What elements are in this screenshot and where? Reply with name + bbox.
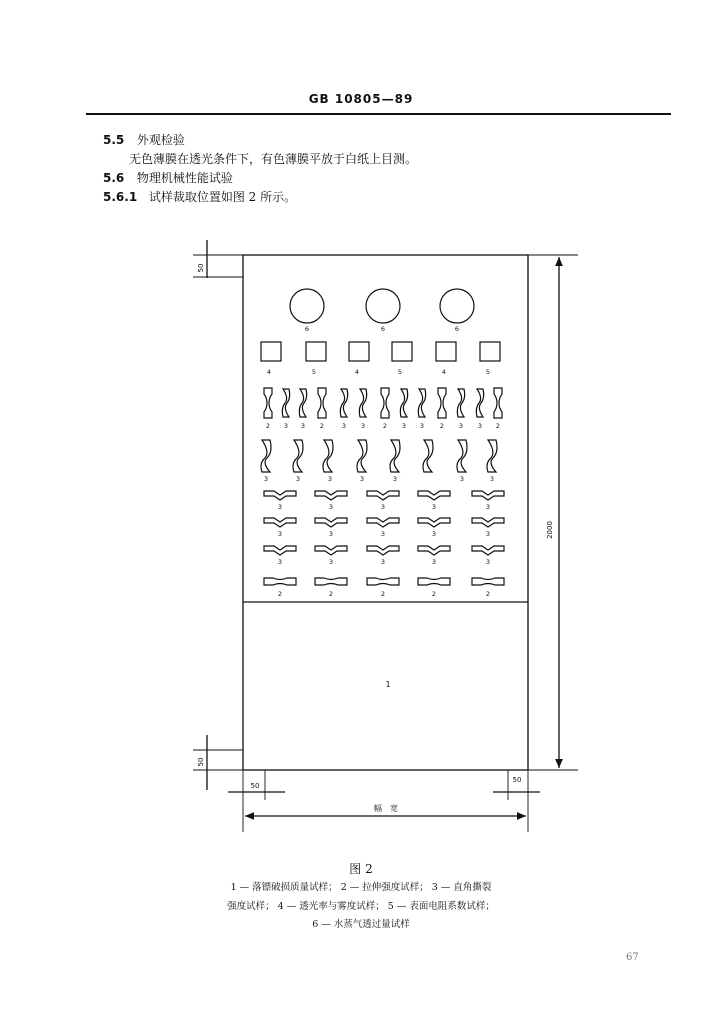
dumbbell-specimen bbox=[494, 388, 502, 418]
bend-tear-specimen bbox=[323, 440, 333, 472]
right-angle-tear-specimen bbox=[315, 546, 347, 555]
right-angle-tear-specimen bbox=[264, 491, 296, 500]
right-angle-tear-specimen bbox=[315, 518, 347, 527]
right-angle-tear-specimen bbox=[367, 518, 399, 527]
section-title: 外观检验 bbox=[136, 133, 185, 147]
pair-specimen-label: 3 bbox=[419, 422, 425, 430]
square-specimen-label: 5 bbox=[311, 368, 317, 376]
bend-tear-specimen bbox=[390, 440, 400, 472]
pair-specimen-label: 3 bbox=[458, 422, 464, 430]
square-specimen bbox=[306, 342, 326, 361]
right-angle-tear-specimen bbox=[264, 546, 296, 555]
section-number: 5.6 bbox=[103, 171, 125, 185]
bow-specimen-label: 3 bbox=[328, 558, 334, 566]
bow-specimen-label: 3 bbox=[277, 530, 283, 538]
bend-specimen-label: 3 bbox=[359, 475, 365, 483]
bow-specimen-label: 3 bbox=[328, 503, 334, 511]
bow-specimen-label: 3 bbox=[277, 558, 283, 566]
bottom-specimen-label: 2 bbox=[277, 590, 283, 598]
bottom-specimen-label: 2 bbox=[328, 590, 334, 598]
bend-tear-specimen bbox=[487, 440, 497, 472]
right-angle-tear-specimen bbox=[367, 491, 399, 500]
square-specimen bbox=[436, 342, 456, 361]
dumbbell-specimen bbox=[381, 388, 389, 418]
bow-specimen-label: 3 bbox=[431, 503, 437, 511]
bend-tear-specimen bbox=[261, 440, 271, 472]
bend-specimen-label: 3 bbox=[459, 475, 465, 483]
dim-right-margin-label: 50 bbox=[512, 776, 522, 784]
bend-specimen-label: 3 bbox=[263, 475, 269, 483]
section-number: 5.5 bbox=[103, 133, 125, 147]
section-5-5-body: 无色薄膜在透光条件下，有色薄膜平放于白纸上目测。 bbox=[129, 152, 418, 166]
bow-specimen-label: 3 bbox=[485, 503, 491, 511]
dim-width-label: 幅 宽 bbox=[374, 804, 398, 813]
s-tear-specimen bbox=[418, 389, 425, 417]
right-angle-tear-specimen bbox=[264, 518, 296, 527]
water-vapor-specimen-circle bbox=[290, 289, 324, 323]
bottom-specimen-label: 2 bbox=[431, 590, 437, 598]
bend-specimen-label: 3 bbox=[327, 475, 333, 483]
s-tear-specimen bbox=[400, 389, 407, 417]
bow-specimen-label: 3 bbox=[431, 558, 437, 566]
region-1-label: 1 bbox=[385, 680, 391, 689]
water-vapor-specimen-circle bbox=[366, 289, 400, 323]
figure-legend-line-1: 1 — 落镖破损质量试样； 2 — 拉伸强度试样； 3 — 直角撕裂 bbox=[230, 882, 492, 893]
dumbbell-specimen bbox=[318, 388, 326, 418]
pair-specimen-label: 3 bbox=[300, 422, 306, 430]
section-title: 物理机械性能试验 bbox=[136, 171, 233, 185]
standard-code: GB 10805—89 bbox=[308, 92, 414, 106]
bend-specimen-label: 3 bbox=[489, 475, 495, 483]
bow-specimen-label: 3 bbox=[431, 530, 437, 538]
right-angle-tear-specimen bbox=[472, 546, 504, 555]
tensile-specimen bbox=[315, 578, 347, 585]
tensile-specimen bbox=[367, 578, 399, 585]
figure-legend-line-2: 强度试样； 4 — 透光率与雾度试样； 5 — 表面电阻系数试样； bbox=[227, 901, 495, 912]
s-tear-specimen bbox=[457, 389, 464, 417]
s-tear-specimen bbox=[299, 389, 306, 417]
film-sheet-outline bbox=[243, 255, 528, 770]
bend-tear-specimen bbox=[457, 440, 467, 472]
pair-specimen-label: 2 bbox=[382, 422, 388, 430]
bend-specimen-label: 3 bbox=[295, 475, 301, 483]
page-number: 67 bbox=[626, 952, 639, 963]
bow-specimen-label: 3 bbox=[485, 530, 491, 538]
s-tear-specimen bbox=[359, 389, 366, 417]
figure-legend-line-3: 6 — 水蒸气透过量试样 bbox=[312, 919, 410, 930]
square-specimen bbox=[392, 342, 412, 361]
bottom-specimen-label: 2 bbox=[485, 590, 491, 598]
right-angle-tear-specimen bbox=[418, 491, 450, 500]
bow-specimen-label: 3 bbox=[380, 530, 386, 538]
dim-height-label: 2000 bbox=[546, 521, 554, 539]
dim-top-label: 50 bbox=[197, 263, 205, 273]
bend-tear-specimen bbox=[357, 440, 367, 472]
square-specimen bbox=[261, 342, 281, 361]
pair-specimen-label: 3 bbox=[283, 422, 289, 430]
bow-specimen-label: 3 bbox=[380, 558, 386, 566]
bend-tear-specimen bbox=[423, 440, 433, 472]
right-angle-tear-specimen bbox=[472, 491, 504, 500]
s-tear-specimen bbox=[340, 389, 347, 417]
s-tear-specimen bbox=[476, 389, 483, 417]
bow-specimen-label: 3 bbox=[485, 558, 491, 566]
pair-specimen-label: 3 bbox=[477, 422, 483, 430]
dim-left-margin-label: 50 bbox=[250, 782, 260, 790]
right-angle-tear-specimen bbox=[367, 546, 399, 555]
right-angle-tear-specimen bbox=[315, 491, 347, 500]
right-angle-tear-specimen bbox=[472, 518, 504, 527]
bend-tear-specimen bbox=[293, 440, 303, 472]
dumbbell-specimen bbox=[438, 388, 446, 418]
circle-specimen-label: 6 bbox=[380, 325, 386, 333]
pair-specimen-label: 3 bbox=[401, 422, 407, 430]
square-specimen-label: 5 bbox=[397, 368, 403, 376]
s-tear-specimen bbox=[282, 389, 289, 417]
bend-specimen-label: 3 bbox=[392, 475, 398, 483]
right-angle-tear-specimen bbox=[418, 546, 450, 555]
pair-specimen-label: 2 bbox=[439, 422, 445, 430]
dim-bottom-label: 50 bbox=[197, 757, 205, 767]
right-angle-tear-specimen bbox=[418, 518, 450, 527]
bow-specimen-label: 3 bbox=[328, 530, 334, 538]
figure-title: 图 2 bbox=[349, 862, 373, 876]
tensile-specimen bbox=[472, 578, 504, 585]
square-specimen-label: 5 bbox=[485, 368, 491, 376]
square-specimen bbox=[480, 342, 500, 361]
pair-specimen-label: 2 bbox=[265, 422, 271, 430]
pair-specimen-label: 2 bbox=[495, 422, 501, 430]
bow-specimen-label: 3 bbox=[380, 503, 386, 511]
pair-specimen-label: 3 bbox=[341, 422, 347, 430]
section-number: 5.6.1 bbox=[103, 190, 138, 204]
dumbbell-specimen bbox=[264, 388, 272, 418]
tensile-specimen bbox=[264, 578, 296, 585]
tensile-specimen bbox=[418, 578, 450, 585]
bottom-specimen-label: 2 bbox=[380, 590, 386, 598]
square-specimen-label: 4 bbox=[354, 368, 360, 376]
circle-specimen-label: 6 bbox=[454, 325, 460, 333]
circle-specimen-label: 6 bbox=[304, 325, 310, 333]
pair-specimen-label: 3 bbox=[360, 422, 366, 430]
square-specimen bbox=[349, 342, 369, 361]
square-specimen-label: 4 bbox=[266, 368, 272, 376]
pair-specimen-label: 2 bbox=[319, 422, 325, 430]
bow-specimen-label: 3 bbox=[277, 503, 283, 511]
square-specimen-label: 4 bbox=[441, 368, 447, 376]
water-vapor-specimen-circle bbox=[440, 289, 474, 323]
section-title: 试样裁取位置如图 2 所示。 bbox=[148, 190, 297, 204]
